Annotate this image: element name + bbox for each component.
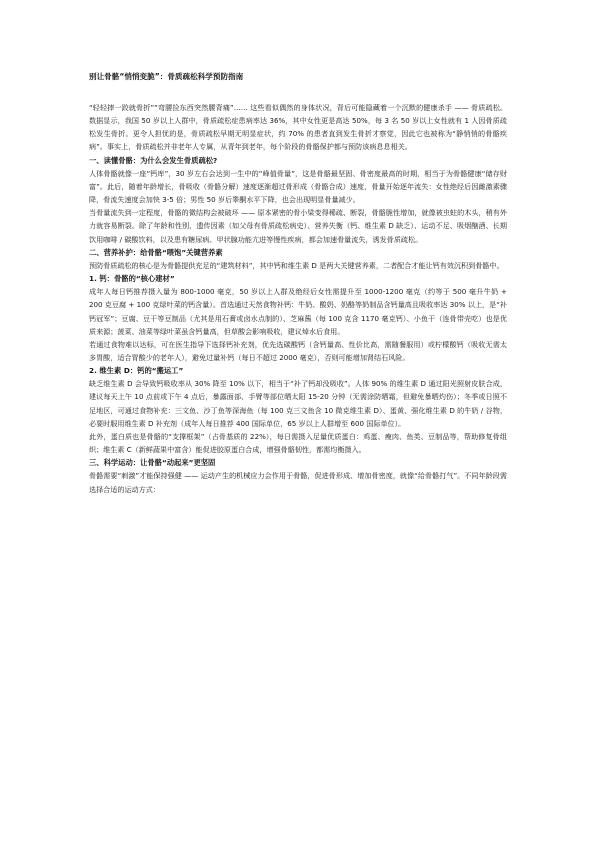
document-body bbox=[89, 72, 507, 496]
document-title: 别让骨骼“悄悄变脆”：骨质疏松科学预防指南 bbox=[89, 72, 244, 81]
section-1-paragraph-1: 人体骨骼就像一座“钙库”，30 岁左右会达到一生中的“峰值骨量”，这是骨骼最坚固、骨密度最高的时期，相当于为骨骼健康“储存财富”。此后，随着年龄增长，骨吸收（骨骼分解）速度逐渐超过骨形成（骨骼合成）速度，骨量开始逐年流失：女性绝经后因雌激素骤降，骨流失速度会加快 3-5 倍；男性 50 岁后睾酮水平下降，也会出现明显骨量减少。 bbox=[89, 168, 507, 205]
section-2-heading: 二、营养补护：给骨骼“喂饱”关键营养素 bbox=[89, 247, 223, 257]
section-1-heading: 一、读懂骨骼：为什么会发生骨质疏松? bbox=[89, 155, 218, 165]
protein-paragraph: 此外，蛋白质也是骨骼的“支撑框架”（占骨基质的 22%），每日需摄入足量优质蛋白：鸡蛋、瘦肉、鱼类、豆制品等，帮助修复骨组织；维生素 C（新鲜蔬果中富含）能促进胶原蛋白合成，增强骨骼韧性，都需均衡摄入。 bbox=[89, 431, 507, 455]
section-3-heading: 三、科学运动：让骨骼“动起来”更坚固 bbox=[89, 458, 216, 468]
section-3-paragraph-1: 骨骼需要“刺激”才能保持强健 —— 运动产生的机械应力会作用于骨骼，促进骨形成、增加骨密度，就像“给骨骼打气”。不同年龄段需选择合适的运动方式： bbox=[89, 471, 507, 494]
vitamin-d-subheading: 2. 维生素 D：钙的“搬运工” bbox=[89, 366, 184, 376]
section-2-paragraph-1: 预防骨质疏松的核心是为骨骼提供充足的“建筑材料”，其中钙和维生素 D 是两大关键营养素，二者配合才能让钙有效沉积到骨骼中。 bbox=[89, 260, 504, 270]
vitamin-d-paragraph-1: 缺乏维生素 D 会导致钙吸收率从 30% 降至 10% 以下，相当于“补了钙却没吸收”。人体 90% 的维生素 D 通过阳光照射皮肤合成，建议每天上午 10 点前或下午 4 点后，暴露面部、手臂等部位晒太阳 15-20 分钟（无需涂防晒霜，但避免暴晒灼伤）；冬季或日照不足地区，可通过食物补充：三文鱼、沙丁鱼等深海鱼（每 100 克三文鱼含 10 微克维生素 D）、蛋黄、强化维生素 D 的牛奶 / 谷物，必要时服用维生素 D 补充剂（成年人每日推荐 400 国际单位，65 岁以上人群增至 600 国际单位）。 bbox=[89, 379, 507, 428]
calcium-paragraph-1: 成年人每日钙推荐摄入量为 800-1000 毫克，50 岁以上人群及绝经后女性需提升至 1000-1200 毫克（约等于 500 毫升牛奶 + 200 克豆腐 + 100 克绿叶菜的钙含量）。首选通过天然食物补钙：牛奶、酸奶、奶酪等奶制品含钙量高且吸收率达 30% 以上，是“补钙冠军”；豆腐、豆干等豆制品（尤其是用石膏或卤水点制的）、芝麻酱（每 100 克含 1170 毫克钙）、小鱼干（连骨带壳吃）也是优质来源；菠菜、油菜等绿叶菜虽含钙量高，但草酸会影响吸收，建议焯水后食用。 bbox=[89, 287, 507, 336]
intro-paragraph: “轻轻摔一跤就骨折”“弯腰捡东西突然腰背痛”…… 这些看似偶然的身体状况，背后可能隐藏着一个沉默的健康杀手 —— 骨质疏松。数据显示，我国 50 岁以上人群中，骨质疏松症患病率达 36%，其中女性更是高达 50%，每 3 名 50 岁以上女性就有 1 人因骨质疏松发生骨折。更令人担忧的是，骨质疏松早期无明显症状，约 70% 的患者直到发生骨折才察觉，因此它也被称为“静悄悄的骨骼疾病”。事实上，骨质疏松并非老年人专属，从青年到老年，每个阶段的骨骼保护都与预防该病息息相关。 bbox=[89, 103, 507, 152]
section-1-paragraph-2: 当骨量流失到一定程度，骨骼的微结构会被破坏 —— 原本紧密的骨小梁变得稀疏、断裂，骨骼脆性增加，就像被虫蛀的木头，稍有外力就容易断裂。除了年龄和性别，遗传因素（如父母有骨质疏松病史）、营养失衡（钙、维生素 D 缺乏）、运动不足、吸烟酗酒、长期饮用咖啡 / 碳酸饮料，以及患有糖尿病、甲状腺功能亢进等慢性疾病，都会加速骨量流失，诱发骨质疏松。 bbox=[89, 208, 507, 244]
calcium-paragraph-2: 若通过食物难以达标，可在医生指导下选择钙补充剂，优先选碳酸钙（含钙量高、性价比高，需随餐服用）或柠檬酸钙（吸收无需太多胃酸，适合胃酸少的老年人），避免过量补钙（每日不超过 2000 毫克），否则可能增加肾结石风险。 bbox=[89, 339, 507, 362]
calcium-subheading: 1. 钙：骨骼的“核心建材” bbox=[89, 274, 175, 284]
